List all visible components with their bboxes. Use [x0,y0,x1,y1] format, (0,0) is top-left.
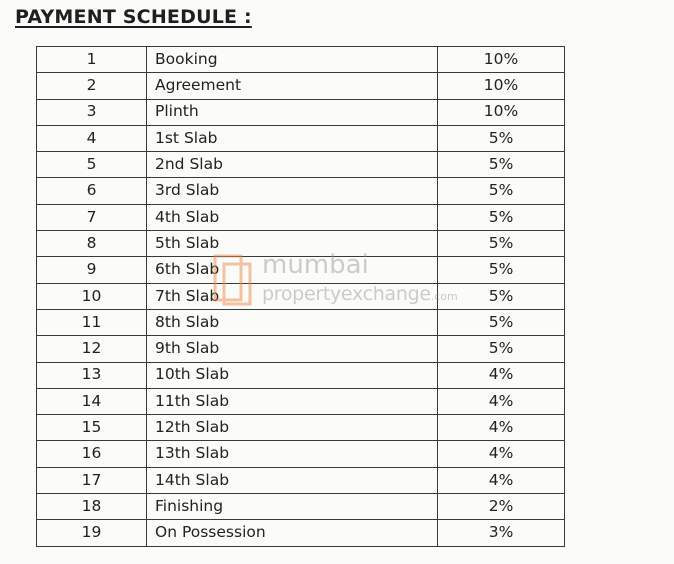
row-number-cell: 5 [37,152,147,178]
stage-cell: 2nd Slab [147,152,438,178]
row-number-cell: 4 [37,125,147,151]
percent-cell: 5% [438,125,565,151]
table-row [37,125,565,151]
percent-cell: 5% [438,204,565,230]
stage-cell: Plinth [147,99,438,125]
percent-cell: 4% [438,441,565,467]
table-row [37,520,565,546]
stage-cell: 3rd Slab [147,178,438,204]
percent-cell: 4% [438,388,565,414]
stage-cell: Booking [147,47,438,73]
table-row [37,336,565,362]
table-row [37,362,565,388]
stage-cell: 9th Slab [147,336,438,362]
table-row [37,494,565,520]
stage-cell: 5th Slab [147,231,438,257]
schedule-table-body [37,47,565,547]
table-row [37,309,565,335]
table-row [37,415,565,441]
stage-cell: 14th Slab [147,467,438,493]
percent-cell: 4% [438,362,565,388]
percent-cell: 3% [438,520,565,546]
stage-cell: 10th Slab [147,362,438,388]
table-row [37,467,565,493]
row-number-cell: 17 [37,467,147,493]
percent-cell: 5% [438,178,565,204]
table-row [37,204,565,230]
watermark-brand-suffix: .com [430,290,458,303]
stage-cell: Agreement [147,73,438,99]
row-number-cell: 18 [37,494,147,520]
row-number-cell: 7 [37,204,147,230]
table-row [37,178,565,204]
table-row [37,47,565,73]
page-title: PAYMENT SCHEDULE : [15,6,252,28]
row-number-cell: 11 [37,309,147,335]
table-row [37,231,565,257]
row-number-cell: 2 [37,73,147,99]
stage-cell: 4th Slab [147,204,438,230]
percent-cell: 5% [438,257,565,283]
percent-cell: 4% [438,467,565,493]
percent-cell: 5% [438,152,565,178]
percent-cell: 5% [438,231,565,257]
payment-schedule-table [36,46,565,547]
row-number-cell: 14 [37,388,147,414]
stage-cell: Finishing [147,494,438,520]
row-number-cell: 12 [37,336,147,362]
table-row [37,388,565,414]
percent-cell: 2% [438,494,565,520]
stage-cell: 8th Slab [147,309,438,335]
row-number-cell: 3 [37,99,147,125]
row-number-cell: 10 [37,283,147,309]
table-row [37,257,565,283]
percent-cell: 10% [438,99,565,125]
percent-cell: 10% [438,47,565,73]
row-number-cell: 1 [37,47,147,73]
row-number-cell: 15 [37,415,147,441]
table-row [37,99,565,125]
percent-cell: 5% [438,309,565,335]
stage-cell: 12th Slab [147,415,438,441]
percent-cell: 5% [438,336,565,362]
stage-cell: On Possession [147,520,438,546]
row-number-cell: 6 [37,178,147,204]
table-row [37,73,565,99]
watermark-brand-name: propertyexchange [262,283,431,305]
percent-cell: 5% [438,283,565,309]
row-number-cell: 9 [37,257,147,283]
stage-cell: 6th Slab [147,257,438,283]
table-row [37,283,565,309]
stage-cell: 1st Slab [147,125,438,151]
row-number-cell: 16 [37,441,147,467]
stage-cell: 11th Slab [147,388,438,414]
row-number-cell: 19 [37,520,147,546]
row-number-cell: 13 [37,362,147,388]
stage-cell: 13th Slab [147,441,438,467]
percent-cell: 4% [438,415,565,441]
stage-cell: 7th Slab [147,283,438,309]
table-row [37,152,565,178]
watermark-brand-line1: mumbai [262,250,369,280]
percent-cell: 10% [438,73,565,99]
row-number-cell: 8 [37,231,147,257]
table-row [37,441,565,467]
